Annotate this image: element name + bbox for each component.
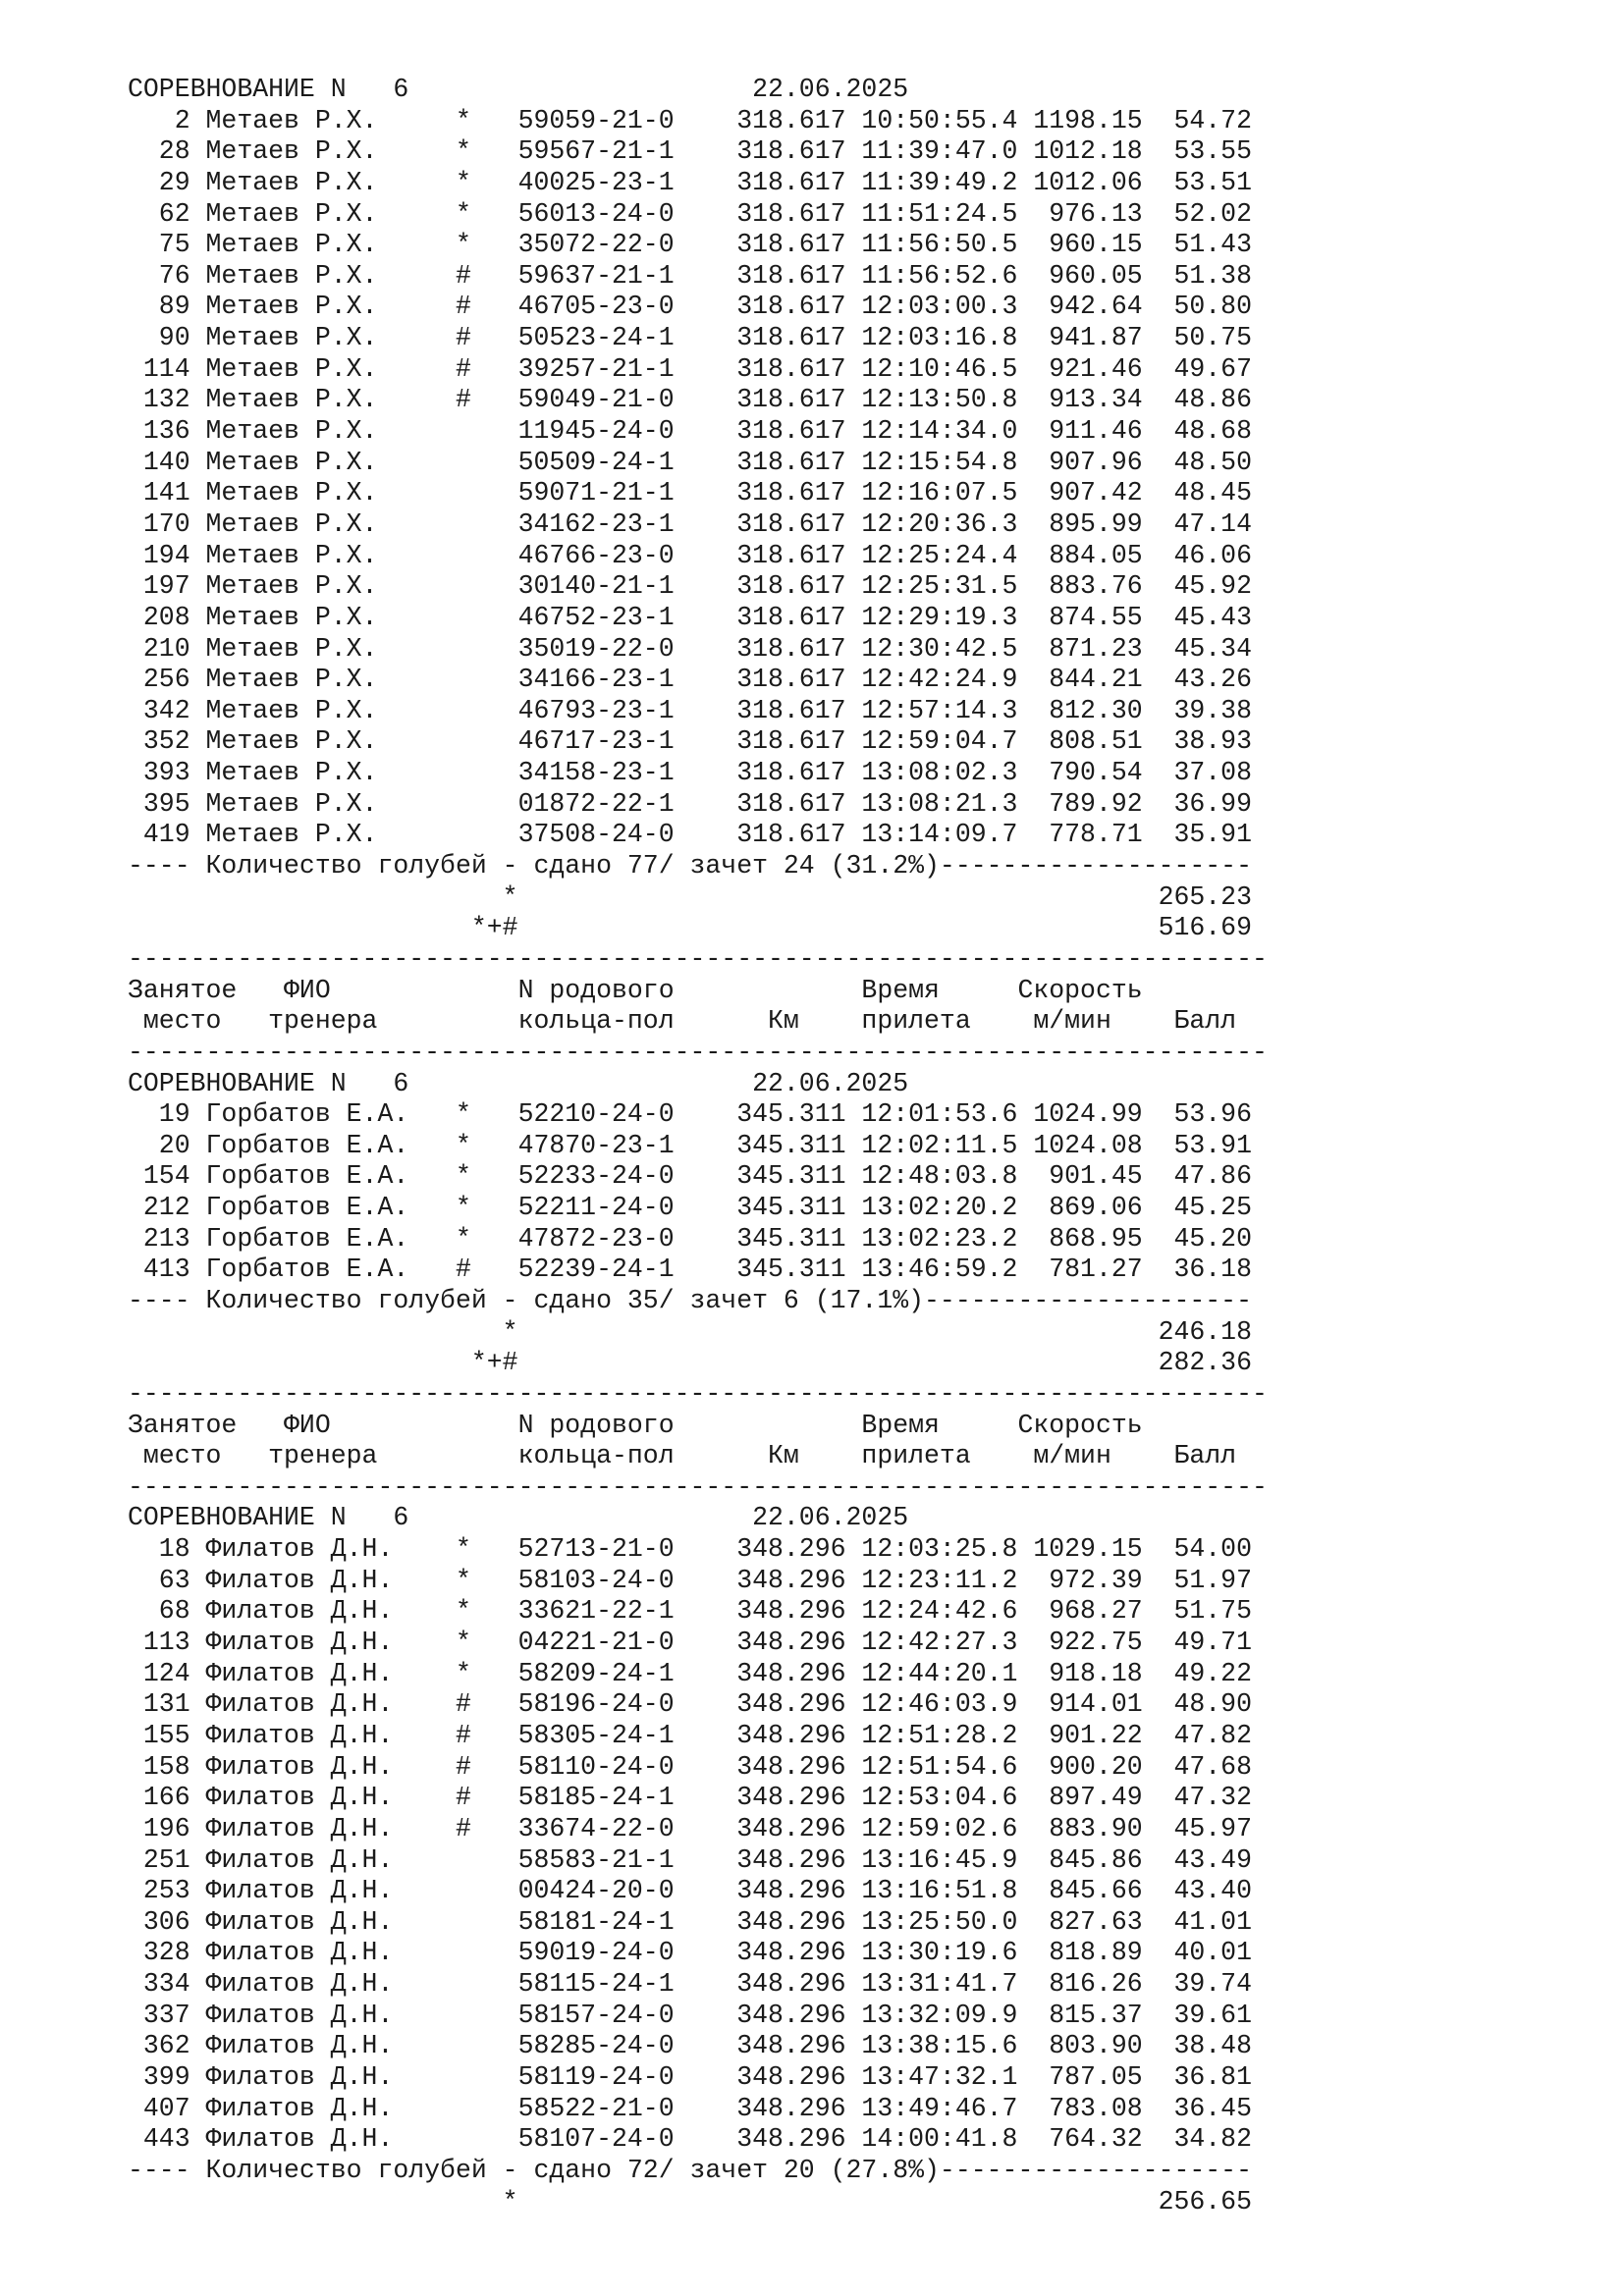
result-row: 212 Горбатов Е.А. * 52211-24-0 345.311 13:02:20.2 869.06 45.25 <box>128 1193 1252 1223</box>
result-row: 362 Филатов Д.Н. 58285-24-0 348.296 13:38:15.6 803.90 38.48 <box>128 2031 1252 2061</box>
result-row: 196 Филатов Д.Н. # 33674-22-0 348.296 12:59:02.6 883.90 45.97 <box>128 1813 1252 1843</box>
total-points-row: *+# 282.36 <box>128 1348 1252 1378</box>
column-header: место тренера кольца-пол Км прилета м/мин Балл <box>128 1006 1237 1037</box>
result-row: 20 Горбатов Е.А. * 47870-23-1 345.311 12:02:11.5 1024.08 53.91 <box>128 1130 1252 1160</box>
competition-header: СОРЕВНОВАНИЕ N 6 22.06.2025 <box>128 1503 909 1533</box>
result-row: 132 Метаев Р.Х. # 59049-21-0 318.617 12:13:50.8 913.34 48.86 <box>128 385 1252 415</box>
separator-line: ------------------------------------------------------------------------- <box>128 943 1268 974</box>
separator-line: ------------------------------------------------------------------------- <box>128 1378 1268 1409</box>
result-row: 213 Горбатов Е.А. * 47872-23-0 345.311 13:02:23.2 868.95 45.20 <box>128 1223 1252 1254</box>
result-row: 114 Метаев Р.Х. # 39257-21-1 318.617 12:10:46.5 921.46 49.67 <box>128 353 1252 384</box>
result-row: 124 Филатов Д.Н. * 58209-24-1 348.296 12:44:20.1 918.18 49.22 <box>128 1658 1252 1688</box>
result-row: 253 Филатов Д.Н. 00424-20-0 348.296 13:16:51.8 845.66 43.40 <box>128 1876 1252 1906</box>
result-row: 29 Метаев Р.Х. * 40025-23-1 318.617 11:39:49.2 1012.06 53.51 <box>128 167 1252 197</box>
pigeon-count-summary: ---- Количество голубей - сдано 35/ зачет 6 (17.1%)--------------------- <box>128 1285 1252 1315</box>
total-points-row: * 246.18 <box>128 1316 1252 1347</box>
result-row: 194 Метаев Р.Х. 46766-23-0 318.617 12:25:24.4 884.05 46.06 <box>128 540 1252 570</box>
column-header: Занятое ФИО N родового Время Скорость <box>128 975 1143 1005</box>
total-points-row: *+# 516.69 <box>128 913 1252 943</box>
result-row: 395 Метаев Р.Х. 01872-22-1 318.617 13:08:21.3 789.92 36.99 <box>128 788 1252 819</box>
result-row: 18 Филатов Д.Н. * 52713-21-0 348.296 12:03:25.8 1029.15 54.00 <box>128 1534 1252 1565</box>
result-row: 155 Филатов Д.Н. # 58305-24-1 348.296 12:51:28.2 901.22 47.82 <box>128 1720 1252 1750</box>
competition-header: СОРЕВНОВАНИЕ N 6 22.06.2025 <box>128 75 909 104</box>
result-row: 89 Метаев Р.Х. # 46705-23-0 318.617 12:03:00.3 942.64 50.80 <box>128 292 1252 322</box>
result-row: 62 Метаев Р.Х. * 56013-24-0 318.617 11:51:24.5 976.13 52.02 <box>128 198 1252 229</box>
result-row: 251 Филатов Д.Н. 58583-21-1 348.296 13:16:45.9 845.86 43.49 <box>128 1844 1252 1875</box>
result-row: 166 Филатов Д.Н. # 58185-24-1 348.296 12:53:04.6 897.49 47.32 <box>128 1783 1252 1813</box>
result-row: 393 Метаев Р.Х. 34158-23-1 318.617 13:08:02.3 790.54 37.08 <box>128 758 1252 788</box>
result-row: 208 Метаев Р.Х. 46752-23-1 318.617 12:29:19.3 874.55 45.43 <box>128 602 1252 632</box>
result-row: 210 Метаев Р.Х. 35019-22-0 318.617 12:30:42.5 871.23 45.34 <box>128 633 1252 664</box>
result-row: 68 Филатов Д.Н. * 33621-22-1 348.296 12:24:42.6 968.27 51.75 <box>128 1596 1252 1627</box>
result-row: 337 Филатов Д.Н. 58157-24-0 348.296 13:32:09.9 815.37 39.61 <box>128 2000 1252 2030</box>
result-row: 443 Филатов Д.Н. 58107-24-0 348.296 14:00:41.8 764.32 34.82 <box>128 2124 1252 2155</box>
total-points-row: * 265.23 <box>128 881 1252 912</box>
pigeon-count-summary: ---- Количество голубей - сдано 72/ зачет 20 (27.8%)-------------------- <box>128 2155 1252 2185</box>
result-row: 75 Метаев Р.Х. * 35072-22-0 318.617 11:56:50.5 960.15 51.43 <box>128 230 1252 260</box>
result-row: 131 Филатов Д.Н. # 58196-24-0 348.296 12:46:03.9 914.01 48.90 <box>128 1689 1252 1720</box>
result-row: 352 Метаев Р.Х. 46717-23-1 318.617 12:59:04.7 808.51 38.93 <box>128 726 1252 757</box>
result-row: 19 Горбатов Е.А. * 52210-24-0 345.311 12:01:53.6 1024.99 53.96 <box>128 1099 1252 1130</box>
result-row: 399 Филатов Д.Н. 58119-24-0 348.296 13:47:32.1 787.05 36.81 <box>128 2062 1252 2092</box>
result-row: 342 Метаев Р.Х. 46793-23-1 318.617 12:57:14.3 812.30 39.38 <box>128 695 1252 725</box>
competition-header: СОРЕВНОВАНИЕ N 6 22.06.2025 <box>128 1068 909 1098</box>
total-points-row: * 256.65 <box>128 2186 1252 2216</box>
separator-line: ------------------------------------------------------------------------- <box>128 1471 1268 1502</box>
result-row: 63 Филатов Д.Н. * 58103-24-0 348.296 12:23:11.2 972.39 51.97 <box>128 1565 1252 1595</box>
result-row: 113 Филатов Д.Н. * 04221-21-0 348.296 12:42:27.3 922.75 49.71 <box>128 1628 1252 1658</box>
result-row: 413 Горбатов Е.А. # 52239-24-1 345.311 13:46:59.2 781.27 36.18 <box>128 1255 1252 1285</box>
result-row: 306 Филатов Д.Н. 58181-24-1 348.296 13:25:50.0 827.63 41.01 <box>128 1906 1252 1937</box>
result-row: 158 Филатов Д.Н. # 58110-24-0 348.296 12:51:54.6 900.20 47.68 <box>128 1751 1252 1782</box>
result-row: 407 Филатов Д.Н. 58522-21-0 348.296 13:49:46.7 783.08 36.45 <box>128 2093 1252 2123</box>
result-row: 76 Метаев Р.Х. # 59637-21-1 318.617 11:56:52.6 960.05 51.38 <box>128 260 1252 291</box>
result-row: 256 Метаев Р.Х. 34166-23-1 318.617 12:42:24.9 844.21 43.26 <box>128 665 1252 695</box>
result-row: 141 Метаев Р.Х. 59071-21-1 318.617 12:16:07.5 907.42 48.45 <box>128 478 1252 508</box>
result-row: 419 Метаев Р.Х. 37508-24-0 318.617 13:14:09.7 778.71 35.91 <box>128 820 1252 850</box>
pigeon-count-summary: ---- Количество голубей - сдано 77/ зачет 24 (31.2%)-------------------- <box>128 851 1252 881</box>
result-row: 170 Метаев Р.Х. 34162-23-1 318.617 12:20:36.3 895.99 47.14 <box>128 508 1252 539</box>
result-row: 2 Метаев Р.Х. * 59059-21-0 318.617 10:50:55.4 1198.15 54.72 <box>128 105 1252 135</box>
result-row: 154 Горбатов Е.А. * 52233-24-0 345.311 12:48:03.8 901.45 47.86 <box>128 1161 1252 1192</box>
results-printout <box>128 75 1268 2217</box>
result-row: 136 Метаев Р.Х. 11945-24-0 318.617 12:14:34.0 911.46 48.68 <box>128 416 1252 447</box>
column-header: место тренера кольца-пол Км прилета м/мин Балл <box>128 1441 1237 1471</box>
separator-line: ------------------------------------------------------------------------- <box>128 1037 1268 1067</box>
result-row: 28 Метаев Р.Х. * 59567-21-1 318.617 11:39:47.0 1012.18 53.55 <box>128 136 1252 167</box>
result-row: 140 Метаев Р.Х. 50509-24-1 318.617 12:15:54.8 907.96 48.50 <box>128 447 1252 477</box>
result-row: 90 Метаев Р.Х. # 50523-24-1 318.617 12:03:16.8 941.87 50.75 <box>128 323 1252 353</box>
result-row: 328 Филатов Д.Н. 59019-24-0 348.296 13:30:19.6 818.89 40.01 <box>128 1938 1252 1968</box>
column-header: Занятое ФИО N родового Время Скорость <box>128 1410 1143 1440</box>
result-row: 334 Филатов Д.Н. 58115-24-1 348.296 13:31:41.7 816.26 39.74 <box>128 1969 1252 2000</box>
result-row: 197 Метаев Р.Х. 30140-21-1 318.617 12:25:31.5 883.76 45.92 <box>128 571 1252 602</box>
